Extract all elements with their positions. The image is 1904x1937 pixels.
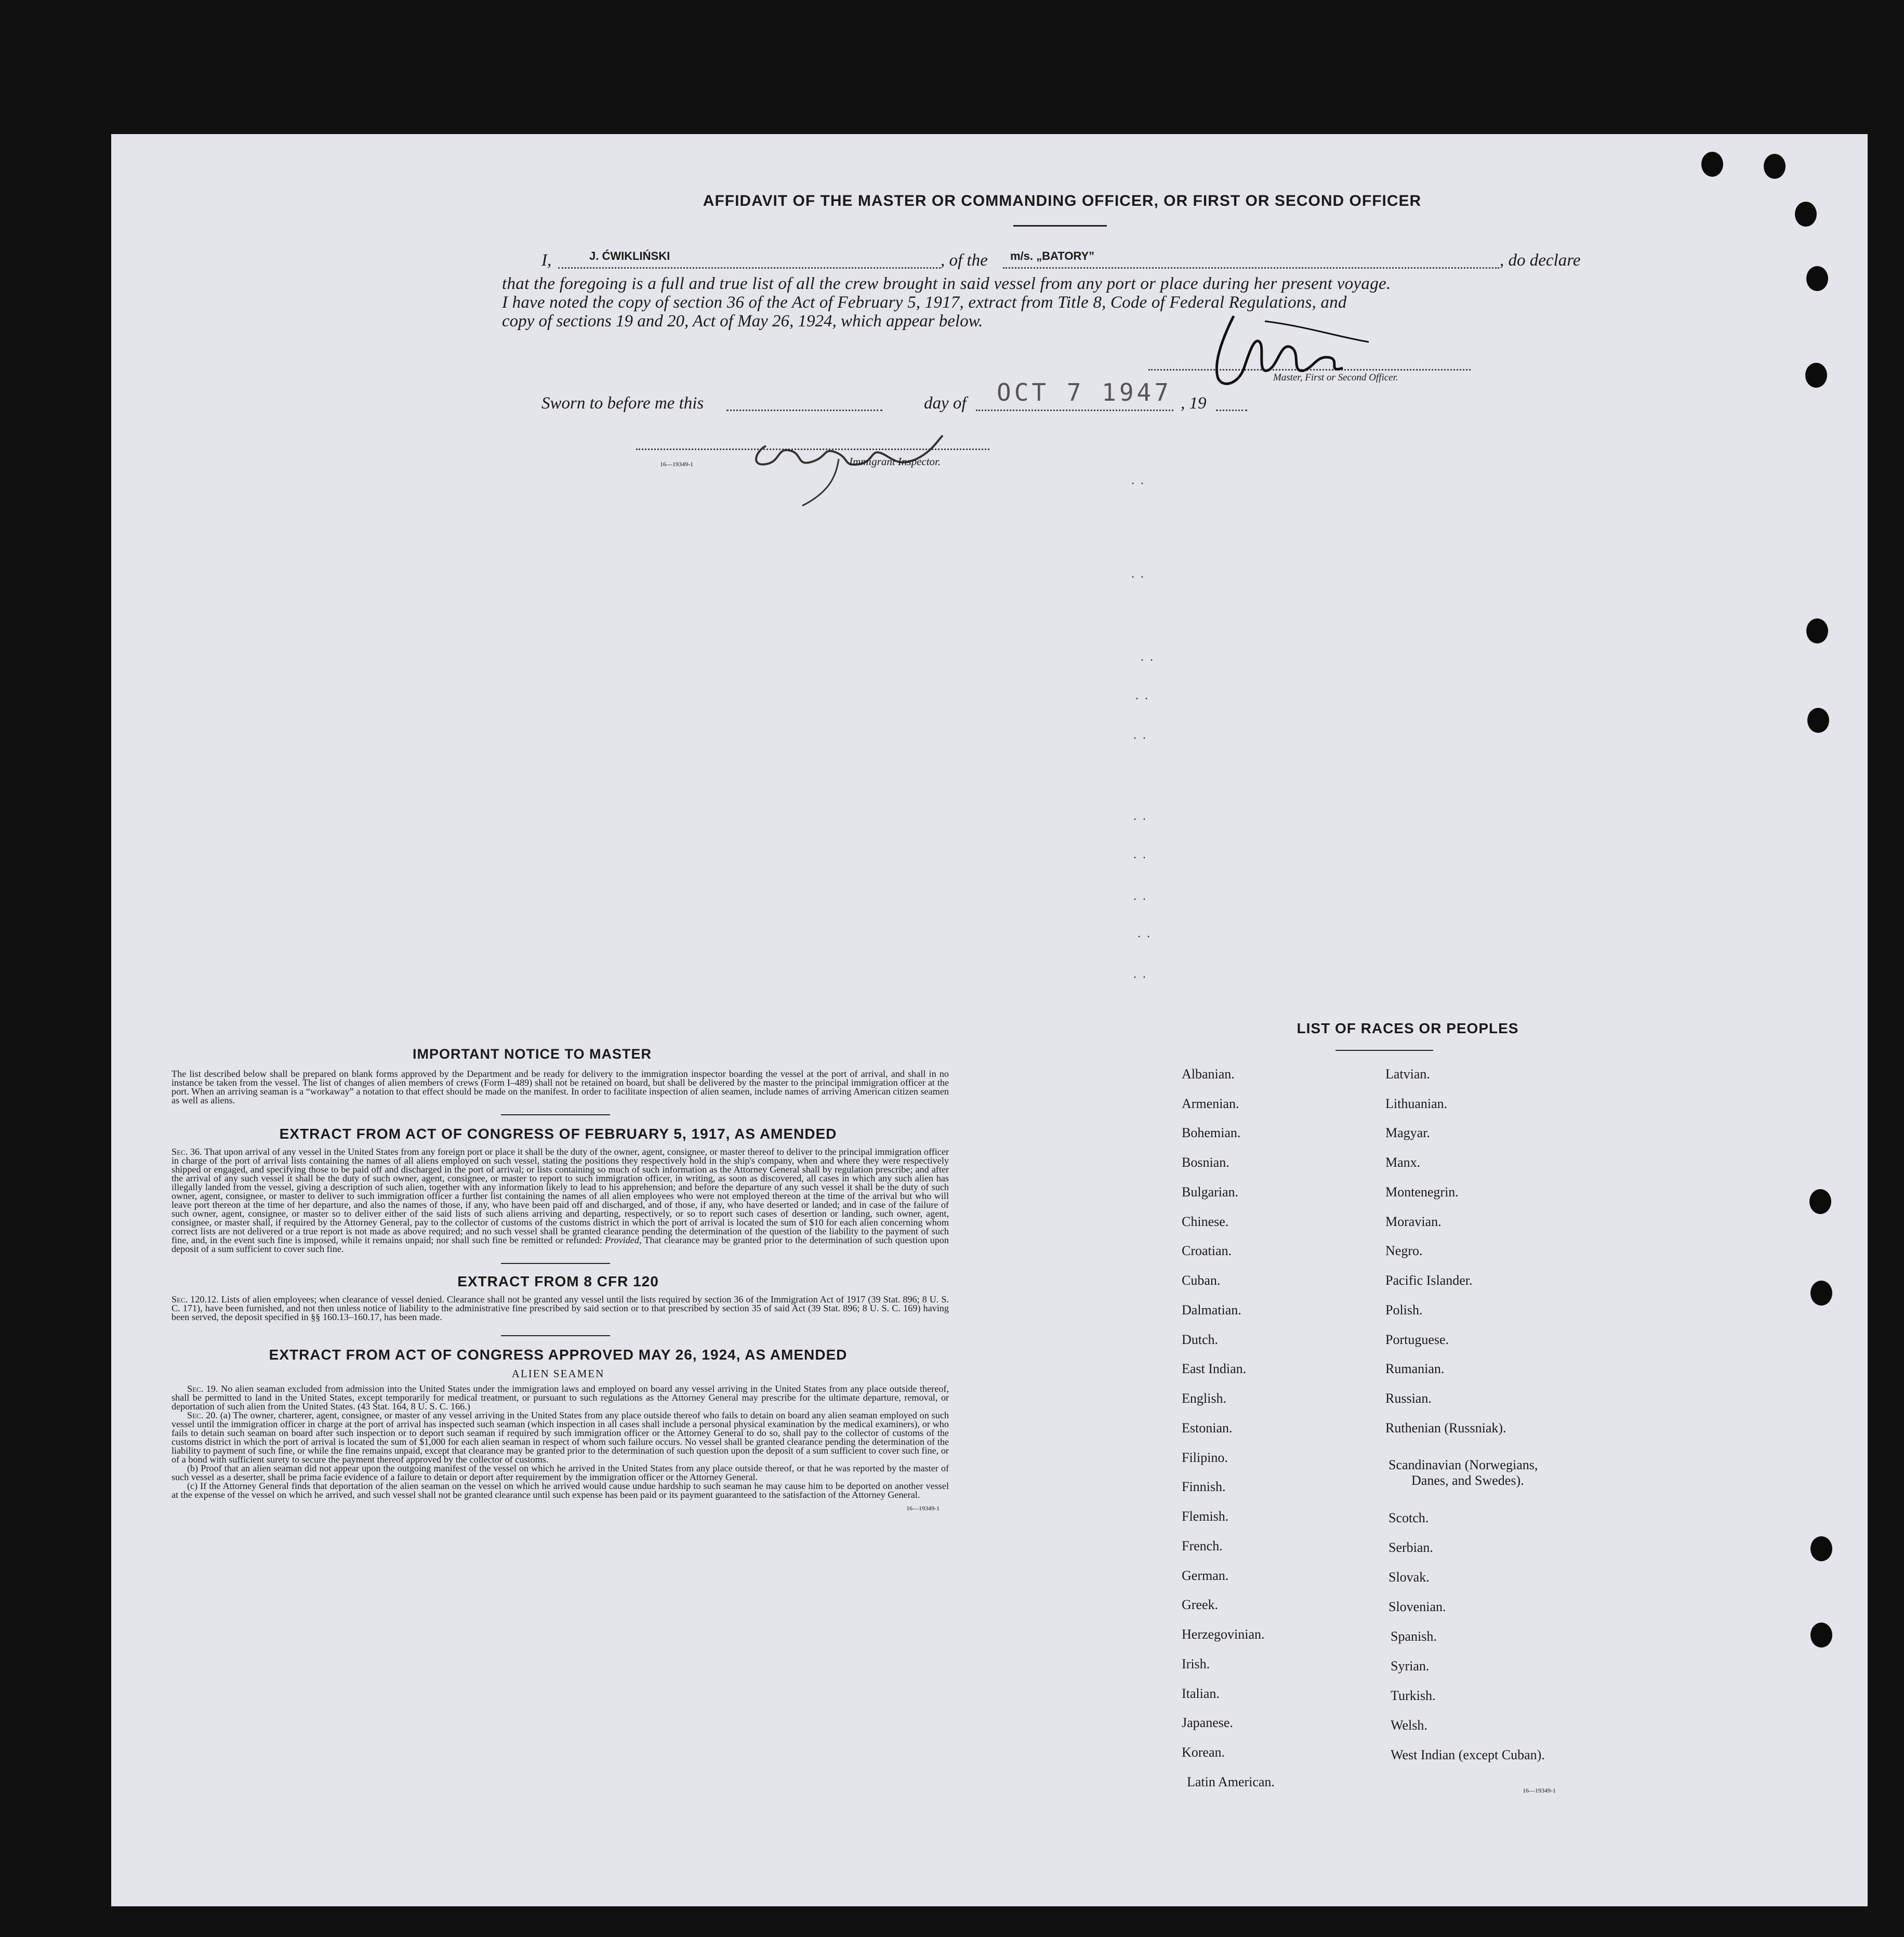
punch-hole xyxy=(1805,363,1827,388)
race-item: Spanish. xyxy=(1391,1629,1437,1644)
tick-mark: ·· xyxy=(1135,692,1154,706)
race-item: Filipino. xyxy=(1182,1450,1228,1465)
punch-hole xyxy=(1807,708,1829,733)
race-item: East Indian. xyxy=(1182,1361,1247,1376)
race-item: English. xyxy=(1182,1391,1226,1406)
section-20c: (c) If the Attorney General finds that deportation of the alien seaman on the vessel on which he arrived would cause undue hardship to such seaman he may cause him to be deported on another vessel at the expense of the vessel on which he arrived, and such vessel shall not be granted clearance until such expense has been paid or its payment guaranteed to the satisfaction of the Attorney General. xyxy=(171,1481,949,1500)
section-20a xyxy=(171,1411,949,1464)
race-item: Moravian. xyxy=(1385,1214,1442,1229)
race-item: Pacific Islander. xyxy=(1385,1273,1473,1288)
master-name: J. ĆWIKLIŃSKI xyxy=(589,249,670,262)
notice-body: The list described below shall be prepared on blank forms approved by the Department and be ready for delivery to the immigration inspector boarding the vessel at the port of arrival, and shall in no instance be taken from the vessel. The list of changes of alien members of crews (Form I–489) shall not be retained on board, but shall be delivered by the master to the principal immigration officer at the port. When an arriving seaman is a “workaway” a notation to that effect should be made on the manifest. In order to facilitate inspection of alien seamen, include names of arriving American citizen seamen as well as aliens. xyxy=(171,1069,949,1105)
races-divider xyxy=(1336,1050,1433,1051)
document-page xyxy=(111,134,1868,1906)
punch-hole xyxy=(1701,152,1723,177)
section-120-text: Lists of alien employees; when clearance of vessel denied. Clearance shall not be granted any vessel until the lists required by section 36 of the Immigration Act of 1917 (39 Stat. 896; 8 U. S. C. 171), have been furnished, and not then unless notice of liability to the administrative fine prescribed by said section or to that prescribed by section 35 of said Act (39 Stat. 896; 8 U. S. C. 169) having been served, the deposit specified in §§ 160.13–160.17, has been made. xyxy=(171,1294,949,1322)
proviso-text: That clearance may be granted prior to the determination of such question upon deposit of a sum sufficient to cover such fine. xyxy=(171,1235,949,1254)
race-item: West Indian (except Cuban). xyxy=(1391,1747,1545,1762)
section-120-label: Sec. 120.12. xyxy=(171,1294,219,1304)
affidavit-of-the: , of the xyxy=(941,251,988,270)
name-line xyxy=(558,267,941,269)
extract-cfr-divider xyxy=(501,1335,610,1336)
race-item: German. xyxy=(1182,1568,1229,1583)
affidavit-i: I, xyxy=(541,251,552,270)
races-form-code: 16—19349-1 xyxy=(1523,1787,1556,1794)
race-item: Japanese. xyxy=(1182,1715,1233,1730)
inspector-label: Immigrant Inspector. xyxy=(849,455,941,468)
date-stamp: OCT 7 1947 xyxy=(997,378,1172,406)
tick-mark: ·· xyxy=(1131,571,1149,584)
race-item: Armenian. xyxy=(1182,1096,1239,1111)
section-19-text: No alien seaman excluded from admission into the United States under the immigration laws and employed on board any vessel arriving in the United States from any place outside thereof, shall be permitted to land in the United States, except temporarily for medical treatment, or pursuant to such regulations as the Attorney General may prescribe for the ultimate departure, removal, or deportation of such alien from the United States. (43 Stat. 164, 8 U. S. C. 166.) xyxy=(171,1383,949,1412)
race-item: Finnish. xyxy=(1182,1479,1226,1494)
race-item: Manx. xyxy=(1385,1155,1421,1170)
race-item: Lithuanian. xyxy=(1385,1096,1448,1111)
race-item: Turkish. xyxy=(1391,1688,1436,1703)
race-item: Bohemian. xyxy=(1182,1125,1241,1140)
race-item: Slovak. xyxy=(1389,1570,1430,1585)
title-divider xyxy=(1013,225,1107,227)
year-prefix: , 19 xyxy=(1181,394,1207,413)
tick-mark: ·· xyxy=(1137,930,1156,944)
legal-notices-column xyxy=(168,1046,1047,1512)
race-item: Greek. xyxy=(1182,1597,1219,1612)
section-20a-text: (a) The owner, charterer, agent, consignee, or master of any vessel arriving in the United States from any place outside thereof who fails to detain on board any alien seaman employed on such vessel until the immigration officer in charge at the port of arrival has inspected such seaman (which inspection in all cases shall include a personal physical examination by the medical examiners), or who fails to detain such seaman on board after such inspection or to deport such seaman if required by such immigration officer or the Attorney General to do so, shall pay to the collector of customs of the customs district in which the port of arrival is located the sum of $1,000 for each alien seaman in respect of whom such failure occurs. No vessel shall be granted clearance pending the determination of the liability to payment of such fine, or while the fine remains unpaid, except that clearance may be granted prior to the determination of such question upon the deposit of a sum sufficient to cover such fine, or of a bond with sufficient surety to secure the payment thereof approved by the collector of customs. xyxy=(171,1410,949,1465)
proviso-label: Provided, xyxy=(604,1235,642,1245)
race-item: Polish. xyxy=(1385,1302,1423,1317)
punch-hole xyxy=(1764,154,1786,179)
extract-1924-title: EXTRACT FROM ACT OF CONGRESS APPROVED MAY 26, 1924, AS AMENDED xyxy=(269,1347,848,1363)
punch-hole xyxy=(1810,1536,1832,1561)
race-item: Latvian. xyxy=(1385,1066,1430,1082)
extract-cfr-title: EXTRACT FROM 8 CFR 120 xyxy=(457,1273,659,1289)
sworn-label: Sworn to before me this xyxy=(541,394,704,413)
race-item: Serbian. xyxy=(1389,1540,1433,1555)
race-item: Montenegrin. xyxy=(1385,1184,1459,1200)
punch-hole xyxy=(1810,1281,1832,1306)
affidavit-do-declare: , do declare xyxy=(1500,251,1581,270)
race-item: Dalmatian. xyxy=(1182,1302,1241,1317)
notice-title: IMPORTANT NOTICE TO MASTER xyxy=(413,1046,652,1062)
race-item: Slovenian. xyxy=(1389,1599,1446,1614)
punch-hole xyxy=(1806,266,1828,291)
tick-mark: ·· xyxy=(1131,477,1149,491)
race-item: Chinese. xyxy=(1182,1214,1229,1229)
race-item: French. xyxy=(1182,1538,1223,1553)
punch-hole xyxy=(1795,202,1817,227)
race-item: Danes, and Swedes). xyxy=(1411,1473,1524,1488)
sworn-day-line xyxy=(726,410,882,411)
section-36-label: Sec. 36. xyxy=(171,1147,202,1157)
master-signature xyxy=(1202,306,1400,404)
section-20b: (b) Proof that an alien seaman did not appear upon the outgoing manifest of the vessel on which he arrived in the United States from any place outside thereof, or that he was reported by the master of such vessel as a deserter, shall be prima facie evidence of a failure to detain or deport after requirement by the immigration officer or the Attorney General. xyxy=(171,1463,949,1482)
sworn-month-line xyxy=(976,410,1173,411)
affidavit-form-code: 16—19349-1 xyxy=(660,460,693,468)
race-item: Italian. xyxy=(1182,1686,1220,1701)
tick-mark: ·· xyxy=(1133,893,1152,906)
race-item: Negro. xyxy=(1385,1243,1423,1258)
section-19 xyxy=(171,1385,949,1411)
section-19-label: Sec. 19. xyxy=(187,1383,218,1394)
race-item: Irish. xyxy=(1182,1656,1210,1671)
punch-hole xyxy=(1810,1623,1832,1648)
race-item: Russian. xyxy=(1385,1391,1432,1406)
extract-1917-divider xyxy=(501,1263,610,1264)
race-item: Magyar. xyxy=(1385,1125,1430,1140)
alien-seamen-subtitle: ALIEN SEAMEN xyxy=(511,1367,605,1380)
race-item: Albanian. xyxy=(1182,1066,1235,1082)
affidavit-line-2: that the foregoing is a full and true list of all the crew brought in said vessel from any port or place during her present voyage. xyxy=(502,274,1391,293)
race-item: Estonian. xyxy=(1182,1420,1233,1435)
race-item: Dutch. xyxy=(1182,1332,1219,1347)
race-item: Bosnian. xyxy=(1182,1155,1229,1170)
extract-1917-body xyxy=(171,1148,949,1254)
races-title: LIST OF RACES OR PEOPLES xyxy=(1297,1020,1519,1036)
tick-mark: ·· xyxy=(1133,732,1152,745)
race-item: Croatian. xyxy=(1182,1243,1232,1258)
affidavit-line-4: copy of sections 19 and 20, Act of May 26, 1924, which appear below. xyxy=(502,312,983,331)
affidavit-title: AFFIDAVIT OF THE MASTER OR COMMANDING OFFICER, OR FIRST OR SECOND OFFICER xyxy=(703,192,1422,209)
extract-1917-title: EXTRACT FROM ACT OF CONGRESS OF FEBRUARY 5, 1917, AS AMENDED xyxy=(279,1126,837,1142)
tick-mark: ·· xyxy=(1133,813,1152,826)
race-item: Cuban. xyxy=(1182,1273,1221,1288)
race-item: Scotch. xyxy=(1389,1510,1429,1525)
race-item: Ruthenian (Russniak). xyxy=(1385,1420,1506,1435)
race-item: Bulgarian. xyxy=(1182,1184,1239,1200)
extract-form-code: 16—19349-1 xyxy=(906,1505,940,1512)
vessel-line xyxy=(1003,267,1499,269)
race-item: Latin American. xyxy=(1187,1774,1275,1789)
race-item: Herzegovinian. xyxy=(1182,1627,1265,1642)
year-line xyxy=(1216,410,1247,411)
race-item: Welsh. xyxy=(1391,1718,1427,1733)
tick-mark: ·· xyxy=(1133,971,1152,984)
section-36-text: That upon arrival of any vessel in the United States from any foreign port or place it shall be the duty of the owner, agent, consignee, or master thereof to deliver to the principal immigration officer in charge of the port of arrival lists containing the names of all aliens employed on such vessel, stating the positions they respectively hold in the ship's company, when and where they were respectively shipped or engaged, and specifying those to be paid off and discharged in the port of arrival; or lists containing so much of such information as the Attorney General shall by regulation prescribe; and after the arrival of any such vessel it shall be the duty of such owner, agent, consignee, or master to report to such immigration officer, in writing, as soon as discovered, all cases in which any such alien has illegally landed from the vessel, giving a description of such alien, together with any information likely to lead to his apprehension; and before the departure of any such vessel it shall be the duty of such owner, agent, consignee, or master to deliver to such immigration officer a further list containing the names of all alien employees who were not employed thereon at the time of the arrival but who will leave port thereon at the time of her departure, and also the names of those, if any, who have been paid off and discharged, and of those, if any, who have deserted or landed; and in case of the failure of such owner, agent, consignee, or master so to deliver either of the said lists of such aliens arriving and departing, respectively, or so to report such cases of desertion or landing, such owner, agent, consignee, or master shall, if required by the Attorney General, pay to the collector of customs of the customs district in which the port of arrival is located the sum of $10 for each alien concerning whom correct lists are not delivered or a true report is not made as above required; and no such vessel shall be granted clearance pending the determination of the question of the liability to the payment of such fine, and, in the event such fine is imposed, while it remains unpaid; nor shall such fine be remitted or refunded: xyxy=(171,1147,949,1245)
tick-mark: ·· xyxy=(1140,654,1159,667)
punch-hole xyxy=(1806,618,1828,643)
vessel-name: m/s. „BATORY” xyxy=(1010,249,1095,262)
tick-mark: ·· xyxy=(1133,851,1152,865)
race-item: Syrian. xyxy=(1391,1658,1430,1674)
day-of-label: day of xyxy=(924,394,967,413)
race-item: Rumanian. xyxy=(1385,1361,1445,1376)
section-20-label: Sec. 20. xyxy=(187,1410,218,1420)
race-item: Flemish. xyxy=(1182,1509,1229,1524)
race-item: Korean. xyxy=(1182,1745,1225,1760)
race-item: Portuguese. xyxy=(1385,1332,1449,1347)
master-label: Master, First or Second Officer. xyxy=(1273,372,1398,383)
notice-divider xyxy=(501,1114,610,1115)
punch-hole xyxy=(1809,1189,1831,1214)
race-item: Scandinavian (Norwegians, xyxy=(1389,1457,1538,1472)
extract-cfr-body xyxy=(171,1295,949,1322)
affidavit-line-3: I have noted the copy of section 36 of the Act of February 5, 1917, extract from Title 8, Code of Federal Regulations, and xyxy=(502,293,1347,312)
